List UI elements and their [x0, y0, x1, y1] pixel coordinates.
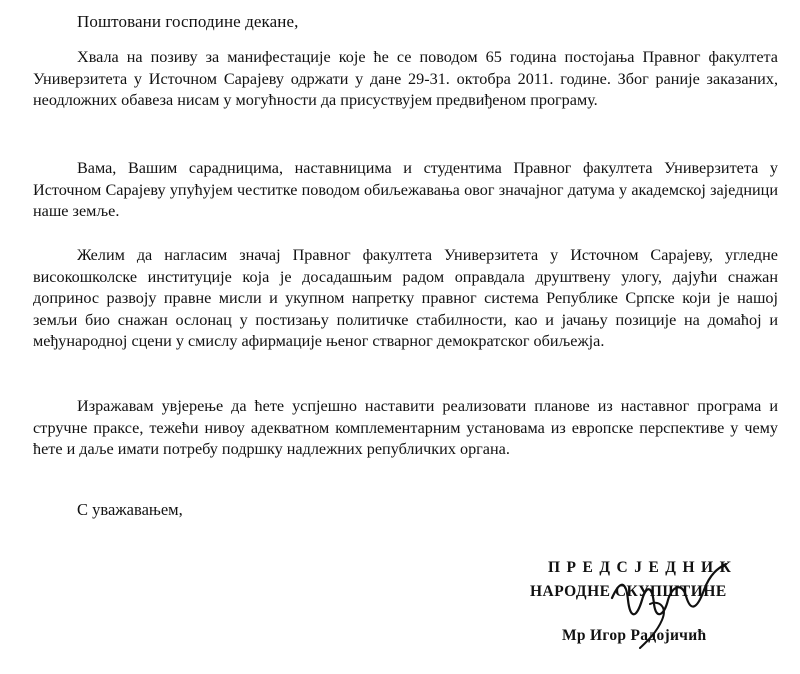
- letter-salutation: Поштовани господине декане,: [77, 12, 299, 31]
- letter-paragraph-4: Изражавам увјерење да ћете успјешно наставити реализовати планове из наставног програма и стручне праксе, тежећи нивоу адекватном комплементарним установама из европске перспективе у чему ћете и даље имати потребу подршку надлежних републичких органа.: [33, 397, 778, 458]
- letter-paragraph-3: Желим да нагласим значај Правног факултета Универзитета у Источном Сарајеву, угледне високошколске институције која је досадашњим радом оправдала друштвену улогу, дајући снажан допринос развоју правне мисли и укупном напретку правног система Републике Српске који је нашој земљи био снажан ослонац у постизању политичке стабилности, као и јачању позиције на домаћој и међународној сцени у смислу афирмације њеног стварног демократског обиљежја.: [33, 246, 778, 350]
- signatory-organization: НАРОДНЕ СКУПШТИНЕ: [530, 583, 727, 600]
- letter-paragraph-1: Хвала на позиву за манифестације које ће се поводом 65 година постојања Правног факултета Универзитета у Источном Сарајеву одржати у дане 29-31. октобра 2011. године. Због раније заказаних, неодложних обавеза нисам у могућности да присуствујем предвиђеном програму.: [33, 48, 778, 109]
- letter-closing: С уважавањем,: [77, 500, 183, 519]
- handwritten-signature: [592, 560, 742, 650]
- signatory-title: ПРЕДСЈЕДНИК: [548, 559, 738, 576]
- letter-paragraph-2: Вама, Вашим сарадницима, наставницима и студентима Правног факултета Универзитета у Источном Сарајеву упућујем честитке поводом обиљежавања овог значајног датума у академској заједници наше земље.: [33, 159, 778, 220]
- signatory-name: Мр Игор Радојичић: [562, 627, 707, 644]
